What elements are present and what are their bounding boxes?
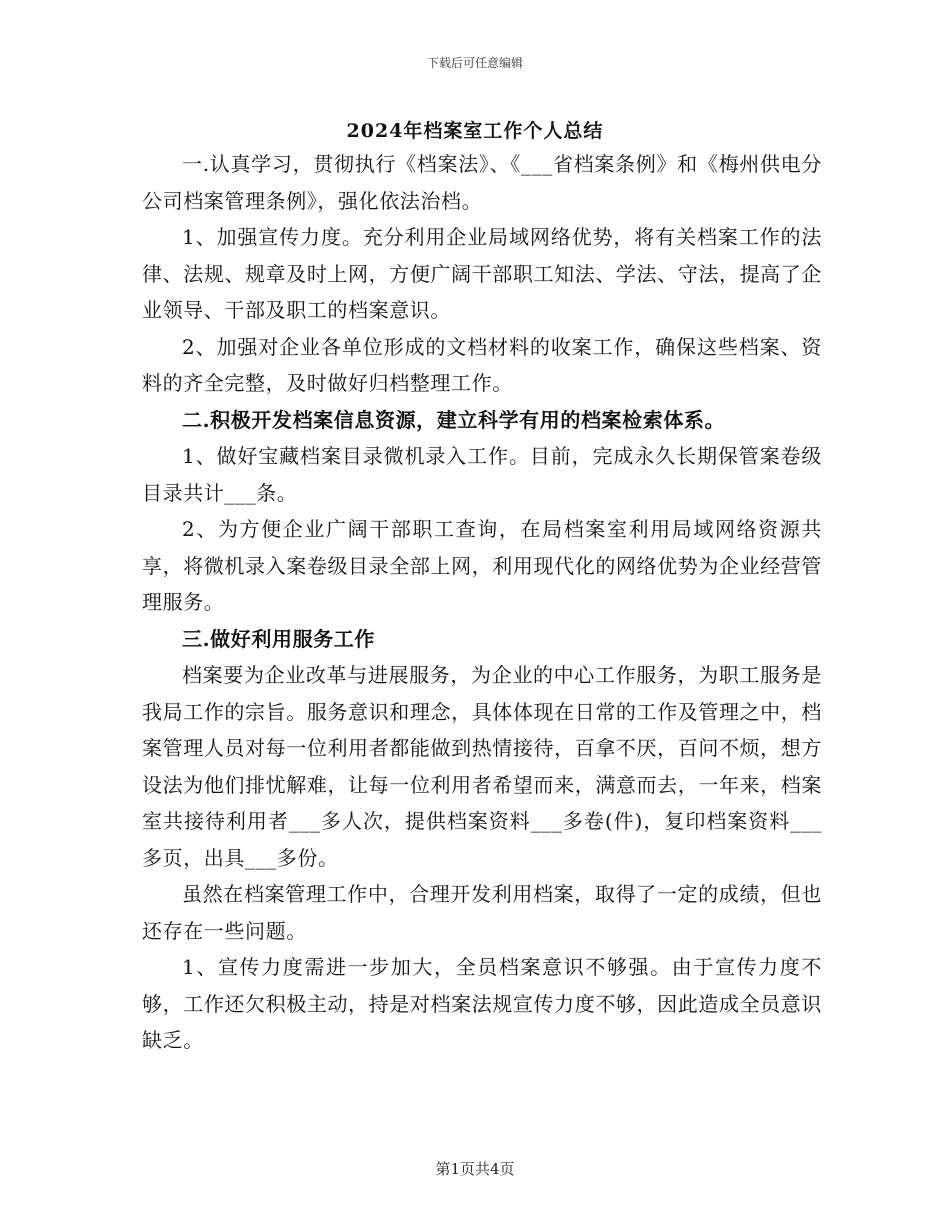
paragraph: 1、宣传力度需进一步加大，全员档案意识不够强。由于宣传力度不够，工作还欠积极主动，持是对档案法规宣传力度不够，因此造成全员意识缺乏。 — [142, 955, 822, 1052]
header-note: 下载后可任意编辑 — [426, 56, 523, 70]
paragraph: 2、为方便企业广阔干部职工查询，在局档案室利用局域网络资源共享，将微机录入案卷级目录全部上网，利用现代化的网络优势为企业经营管理服务。 — [142, 517, 822, 614]
document-title: 2024年档案室工作个人总结 — [346, 120, 604, 142]
section-heading: 三.做好利用服务工作 — [182, 626, 375, 651]
paragraph: 1、加强宣传力度。充分利用企业局域网络优势，将有关档案工作的法律、法规、规章及时上网，方便广阔干部职工知法、学法、守法，提高了企业领导、干部及职工的档案意识。 — [142, 225, 822, 322]
paragraph: 档案要为企业改革与进展服务，为企业的中心工作服务，为职工服务是我局工作的宗旨。服务意识和理念，具体体现在日常的工作及管理之中，档案管理人员对每一位利用者都能做到热情接待，百拿不厌，百问不烦，想方设法为他们排忧解难，让每一位利用者希望而来，满意而去，一年来，档案室共接待利用者___多人次，提供档案资料___多卷(件)，复印档案资料___多页，出具___多份。 — [142, 663, 822, 870]
page-footer: 第1页共4页 — [435, 1160, 515, 1178]
document-body — [142, 146, 822, 1059]
paragraph: 一.认真学习，贯彻执行《档案法》、《___省档案条例》和《梅州供电分公司档案管理条例》，强化依法治档。 — [142, 152, 822, 213]
paragraph: 虽然在档案管理工作中，合理开发利用档案，取得了一定的成绩，但也还存在一些问题。 — [142, 882, 822, 943]
paragraph: 1、做好宝藏档案目录微机录入工作。目前，完成永久长期保管案卷级目录共计___条。 — [142, 444, 822, 505]
section-heading: 二.积极开发档案信息资源，建立科学有用的档案检索体系。 — [182, 407, 726, 432]
paragraph: 2、加强对企业各单位形成的文档材料的收案工作，确保这些档案、资料的齐全完整，及时做好归档整理工作。 — [142, 334, 822, 395]
